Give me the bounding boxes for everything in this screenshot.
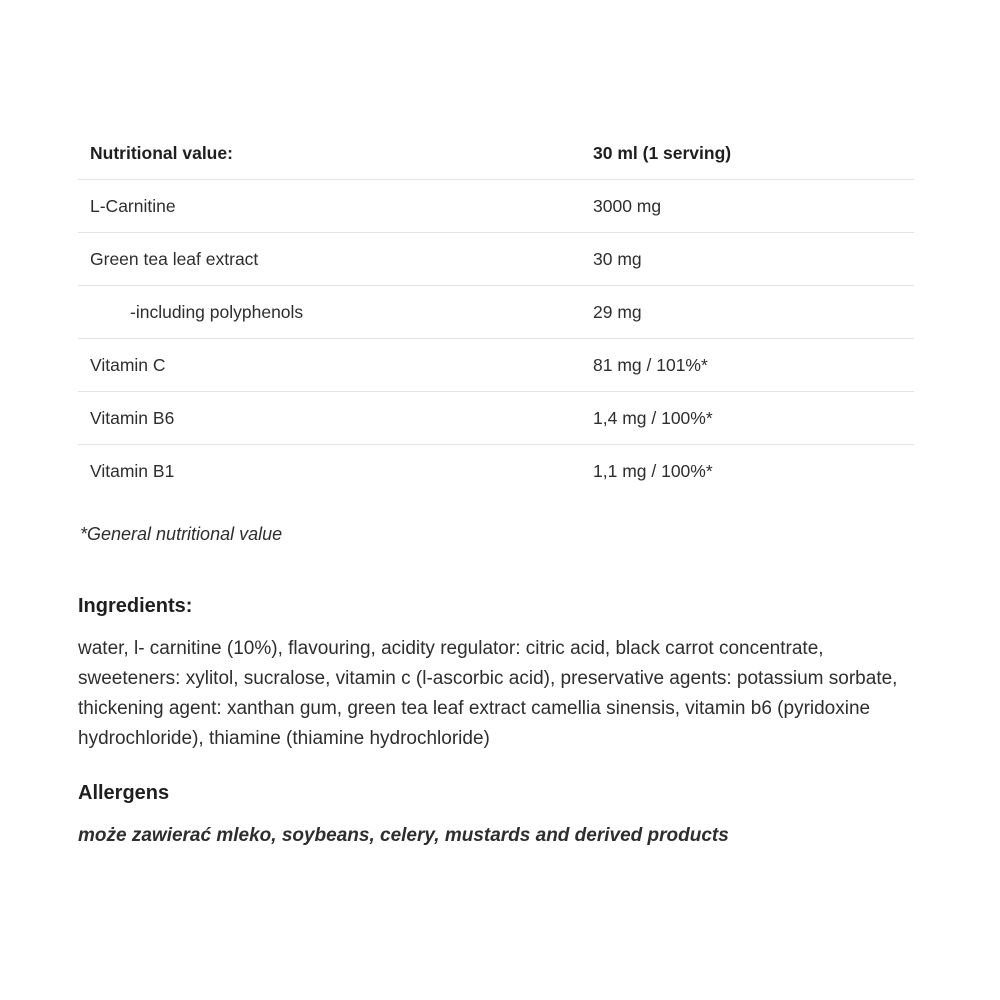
nutrient-name: Vitamin C [90,354,166,375]
nutrient-amount: 81 mg / 101%* [593,354,708,375]
table-row [78,286,914,339]
table-header-label: Nutritional value: [90,143,233,163]
nutrient-name: -including polyphenols [130,301,304,322]
table-row [78,445,914,498]
allergens-heading: Allergens [78,782,170,804]
nutrient-amount: 3000 mg [593,195,662,216]
nutrition-content [78,128,914,847]
table-header-row [78,128,914,180]
table-row [78,392,914,445]
ingredients-text: water, l- carnitine (10%), flavouring, acidity regulator: citric acid, black carrot concentrate, sweeteners: xylitol, sucralose, vitamin c (l-ascorbic acid), preservative agents: potassium sorbate, thickening agent: xanthan gum, green tea leaf extract camellia sinensis, vitamin b6 (pyridoxine hydrochloride), thiamine (thiamine hydrochloride) [78,638,898,749]
table-row [78,233,914,286]
table-body [78,180,914,498]
nutrition-table [78,128,914,498]
nutrient-amount: 29 mg [593,301,642,322]
general-value-footnote: *General nutritional value [80,524,283,544]
nutrient-amount: 1,4 mg / 100%* [593,407,713,428]
nutrient-amount: 1,1 mg / 100%* [593,461,713,481]
allergens-text: może zawierać mleko, soybeans, celery, mustards and derived products [78,825,729,846]
nutrient-name: Vitamin B6 [90,407,175,428]
nutrient-name: Green tea leaf extract [90,248,259,269]
nutrient-name: Vitamin B1 [90,461,175,481]
table-row [78,180,914,233]
table-row [78,339,914,392]
ingredients-heading: Ingredients: [78,595,193,617]
nutrient-amount: 30 mg [593,248,642,269]
nutrient-name: L-Carnitine [90,195,176,216]
table-header-serving: 30 ml (1 serving) [593,143,732,163]
